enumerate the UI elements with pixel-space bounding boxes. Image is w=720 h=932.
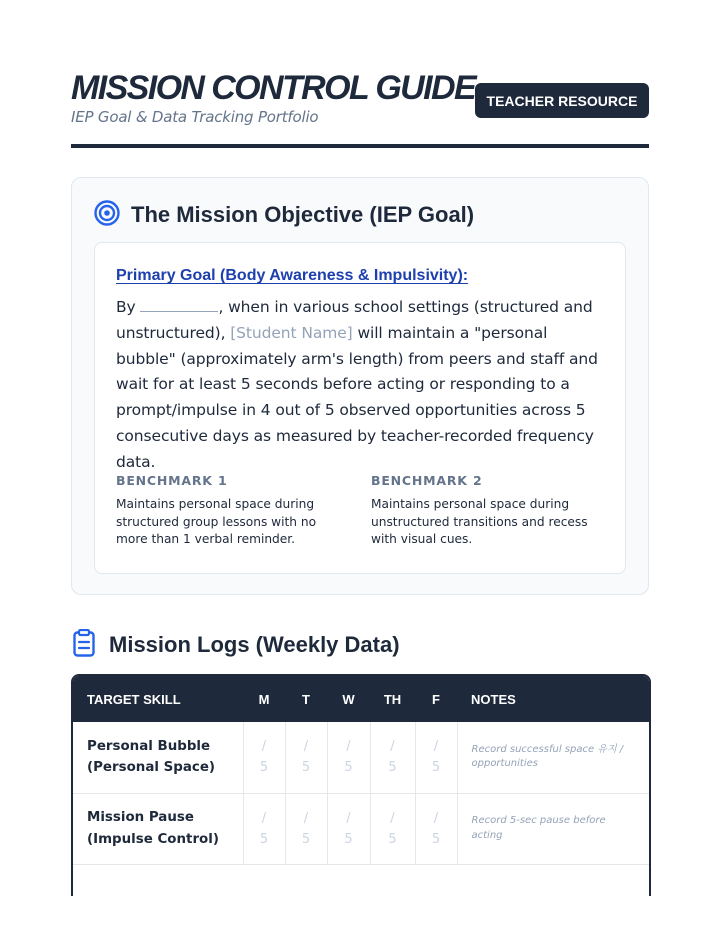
tally-cell[interactable]	[415, 793, 457, 864]
table-row	[73, 722, 649, 793]
tally-cell[interactable]	[327, 722, 370, 793]
tally-slash: /	[346, 810, 351, 826]
tally-slash: /	[346, 739, 351, 755]
tally-cell[interactable]	[327, 793, 370, 864]
table-row	[73, 793, 649, 864]
weekly-data-table	[73, 676, 649, 865]
skill-cell	[73, 722, 243, 793]
tally-cell[interactable]	[285, 722, 327, 793]
skill-name: Mission Pause	[87, 810, 194, 825]
tally-total: 5	[431, 760, 441, 776]
tally-slash: /	[303, 739, 309, 755]
tally-cell[interactable]	[243, 793, 285, 864]
benchmark-2	[371, 473, 601, 549]
target-icon	[94, 200, 120, 230]
goal-part-1: , when in various school settings (structured and unstructured),	[116, 298, 593, 342]
clipboard-icon	[73, 629, 95, 661]
column-header: F	[432, 691, 440, 707]
column-header: TARGET SKILL	[87, 691, 181, 707]
benchmark-text: Maintains personal space during unstructured transitions and recess with visual cues.	[371, 497, 588, 547]
data-table-container	[71, 674, 651, 896]
tally-cell[interactable]	[370, 722, 415, 793]
benchmark-title: BENCHMARK 1	[116, 473, 228, 488]
goal-part-2: will maintain a "personal bubble" (approximately arm's length) from peers and staff and wait for at least 5 seconds before acting or responding to a prompt/impulse in 4 out of 5 observed opportunities across 5 consecutive days as measured by teacher-recorded frequency data.	[116, 323, 598, 471]
tally-slash: /	[303, 810, 309, 826]
tally-slash: /	[433, 739, 439, 755]
column-header: T	[302, 691, 310, 707]
objective-title: The Mission Objective (IEP Goal)	[131, 202, 475, 227]
tally-cell[interactable]	[370, 793, 415, 864]
skill-cell	[73, 793, 243, 864]
tally-total: 5	[259, 831, 269, 847]
skill-category: (Personal Space)	[87, 760, 216, 776]
benchmark-text: Maintains personal space during structured group lessons with no more than 1 verbal reminder.	[116, 497, 317, 547]
logs-header	[73, 630, 400, 660]
skill-category: (Impulse Control)	[87, 831, 219, 847]
column-header: W	[342, 691, 355, 707]
header	[71, 70, 649, 150]
objective-card	[71, 177, 649, 595]
goal-box	[94, 242, 626, 574]
teacher-resource-badge: TEACHER RESOURCE	[475, 83, 649, 118]
tally-slash: /	[261, 810, 267, 826]
notes-cell[interactable]: Record successful space 유지 / opportunities	[471, 743, 624, 770]
student-name-placeholder: [Student Name]	[230, 323, 353, 342]
goal-prefix: By	[116, 298, 136, 316]
date-blank[interactable]	[140, 297, 218, 312]
objective-header	[94, 200, 474, 230]
tally-total: 5	[344, 760, 353, 776]
tally-total: 5	[301, 760, 311, 776]
tally-total: 5	[259, 760, 269, 776]
tally-cell[interactable]	[285, 793, 327, 864]
tally-total: 5	[388, 831, 397, 847]
benchmark-1	[116, 473, 346, 549]
tally-total: 5	[431, 831, 441, 847]
tally-cell[interactable]	[243, 722, 285, 793]
tally-slash: /	[390, 810, 395, 826]
tally-slash: /	[390, 739, 395, 755]
tally-slash: /	[433, 810, 439, 826]
column-header: NOTES	[471, 691, 516, 707]
tally-total: 5	[388, 760, 397, 776]
column-header: M	[258, 691, 270, 707]
page-subtitle: IEP Goal & Data Tracking Portfolio	[71, 108, 319, 126]
tally-total: 5	[301, 831, 311, 847]
tally-slash: /	[261, 739, 267, 755]
skill-name: Personal Bubble	[87, 738, 211, 754]
page-title: MISSION CONTROL GUIDE	[71, 69, 476, 107]
goal-statement	[116, 295, 606, 476]
notes-cell[interactable]: Record 5-sec pause before acting	[471, 815, 606, 841]
header-divider	[71, 144, 649, 148]
logs-title: Mission Logs (Weekly Data)	[109, 632, 400, 657]
benchmark-title: BENCHMARK 2	[371, 473, 483, 488]
tally-total: 5	[344, 831, 353, 847]
goal-label: Primary Goal (Body Awareness & Impulsivity):	[116, 267, 469, 284]
tally-cell[interactable]	[415, 722, 457, 793]
column-header: TH	[383, 691, 402, 707]
table-header-row	[73, 676, 649, 722]
